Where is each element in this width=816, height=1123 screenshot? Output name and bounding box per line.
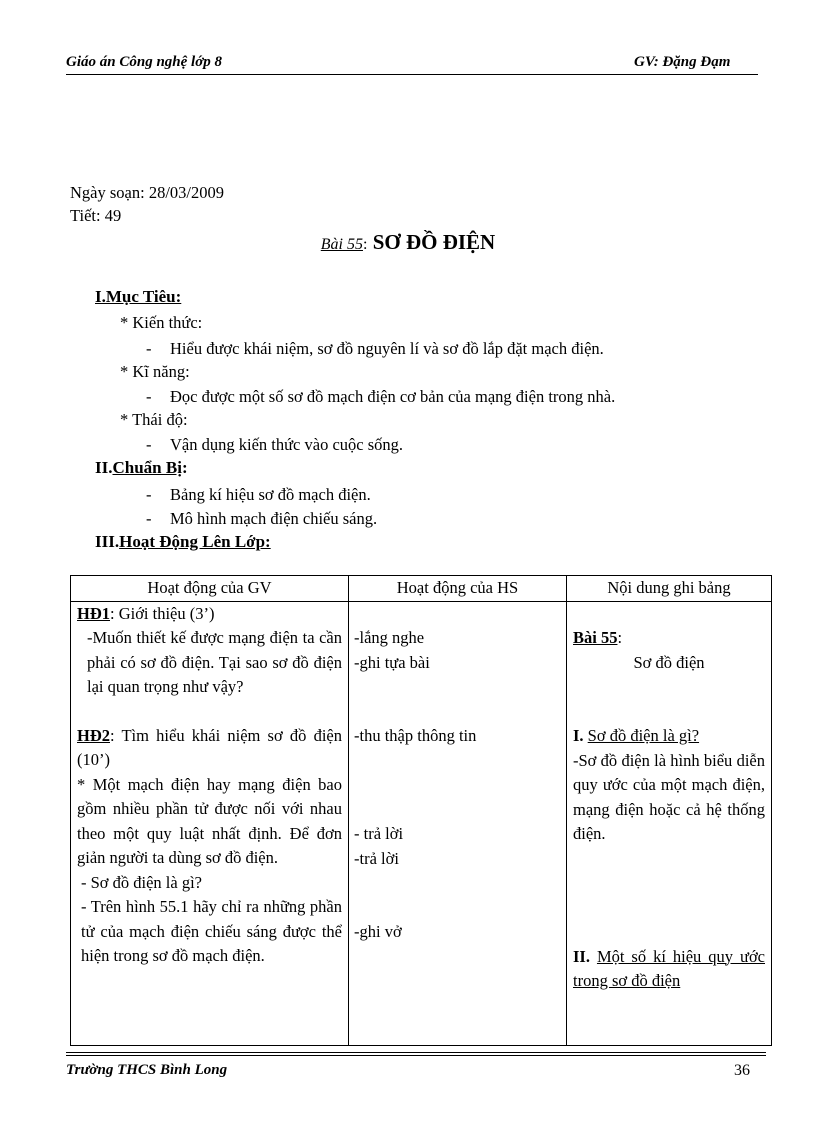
section-preparation-heading: II.Chuẩn Bị: — [95, 458, 188, 477]
section-objectives-heading: I.Mục Tiêu: — [95, 287, 182, 306]
title-colon: : — [362, 236, 368, 253]
board-lesson-label: Bài 55: — [573, 628, 623, 647]
header-right: GV: Đặng Đạm — [634, 54, 731, 70]
lesson-plan-table — [70, 575, 772, 1046]
board-content-cell — [567, 601, 772, 1045]
activity-1-heading: HĐ1: Giới thiệu (3’) — [77, 603, 215, 623]
period-number: Tiết: 49 — [70, 206, 122, 225]
skill-item: Đọc được một số sơ đồ mạch điện cơ bản của mạng điện trong nhà. — [170, 387, 616, 406]
header-rule — [66, 74, 758, 75]
column-header-student: Hoạt động của HS — [349, 576, 567, 602]
board-lesson-title: Sơ đồ điện — [633, 652, 705, 672]
attitude-item: Vận dụng kiến thức vào cuộc sống. — [170, 435, 404, 454]
activity-1-text: -Muốn thiết kế được mạng điện ta cần phải có sơ đồ điện. Tại sao sơ đồ điện lại quan trọng như vậy? — [87, 628, 342, 696]
activity-2-text: * Một mạch điện hay mạng điện bao gồm nhiều phần tử được nối với nhau theo một quy luật nhất định. Để đơn giản người ta dùng sơ đồ điện. — [77, 774, 342, 867]
column-header-teacher: Hoạt động của GV — [71, 576, 349, 602]
bullet-dash: - — [146, 485, 152, 504]
header-left: Giáo án Công nghệ lớp 8 — [66, 54, 222, 70]
bullet-dash: - — [146, 509, 152, 528]
teacher-activity-cell — [71, 601, 349, 1045]
footer-school: Trường THCS Bình Long — [66, 1062, 228, 1078]
page-number: 36 — [734, 1062, 750, 1079]
preparation-item: Mô hình mạch điện chiếu sáng. — [170, 509, 378, 528]
table-row — [71, 601, 772, 1045]
question-1: - Sơ đồ điện là gì? — [81, 872, 202, 892]
knowledge-item: Hiểu được khái niệm, sơ đồ nguyên lí và sơ đồ lắp đặt mạch điện. — [170, 339, 604, 358]
bullet-dash: - — [146, 387, 152, 406]
board-section-1-text: -Sơ đồ điện là hình biểu diễn quy ước của một mạch điện, mạng điện hoặc cả hệ thống điện. — [573, 750, 765, 843]
lesson-number: Bài 55 — [320, 236, 363, 253]
attitude-label: * Thái độ: — [120, 410, 188, 429]
board-section-1-title: I. Sơ đồ điện là gì? — [573, 726, 700, 745]
knowledge-label: * Kiến thức: — [120, 313, 203, 332]
preparation-item: Bảng kí hiệu sơ đồ mạch điện. — [170, 485, 371, 504]
student-answer: -trả lời — [354, 848, 399, 868]
student-answer: - trả lời — [354, 824, 404, 843]
board-section-2-title: II. Một số kí hiệu quy ước trong sơ đồ điện — [573, 946, 765, 990]
lesson-name: SƠ ĐỒ ĐIỆN — [367, 230, 496, 254]
bullet-dash: - — [146, 435, 152, 454]
activity-2-heading: HĐ2: Tìm hiểu khái niệm sơ đồ điện (10’) — [77, 725, 342, 769]
student-note-title: -ghi tựa bài — [354, 652, 430, 672]
column-header-content: Nội dung ghi bảng — [567, 576, 772, 602]
section-activities-heading: III.Hoạt Động Lên Lớp: — [95, 532, 271, 551]
question-2: - Trên hình 55.1 hãy chỉ ra những phần tử của mạch điện chiếu sáng được thể hiện trong sơ đồ mạch điện. — [81, 897, 342, 965]
student-activity-cell — [349, 601, 567, 1045]
student-listen: -lắng nghe — [354, 628, 425, 647]
student-collect-info: -thu thập thông tin — [354, 726, 477, 745]
lesson-title — [0, 230, 816, 255]
footer-rule — [66, 1055, 766, 1056]
footer-rule — [66, 1052, 766, 1053]
table-header-row — [71, 576, 772, 602]
bullet-dash: - — [146, 339, 152, 358]
skill-label: * Kĩ năng: — [120, 362, 190, 381]
student-write: -ghi vở — [354, 922, 402, 941]
prep-date: Ngày soạn: 28/03/2009 — [70, 183, 224, 202]
